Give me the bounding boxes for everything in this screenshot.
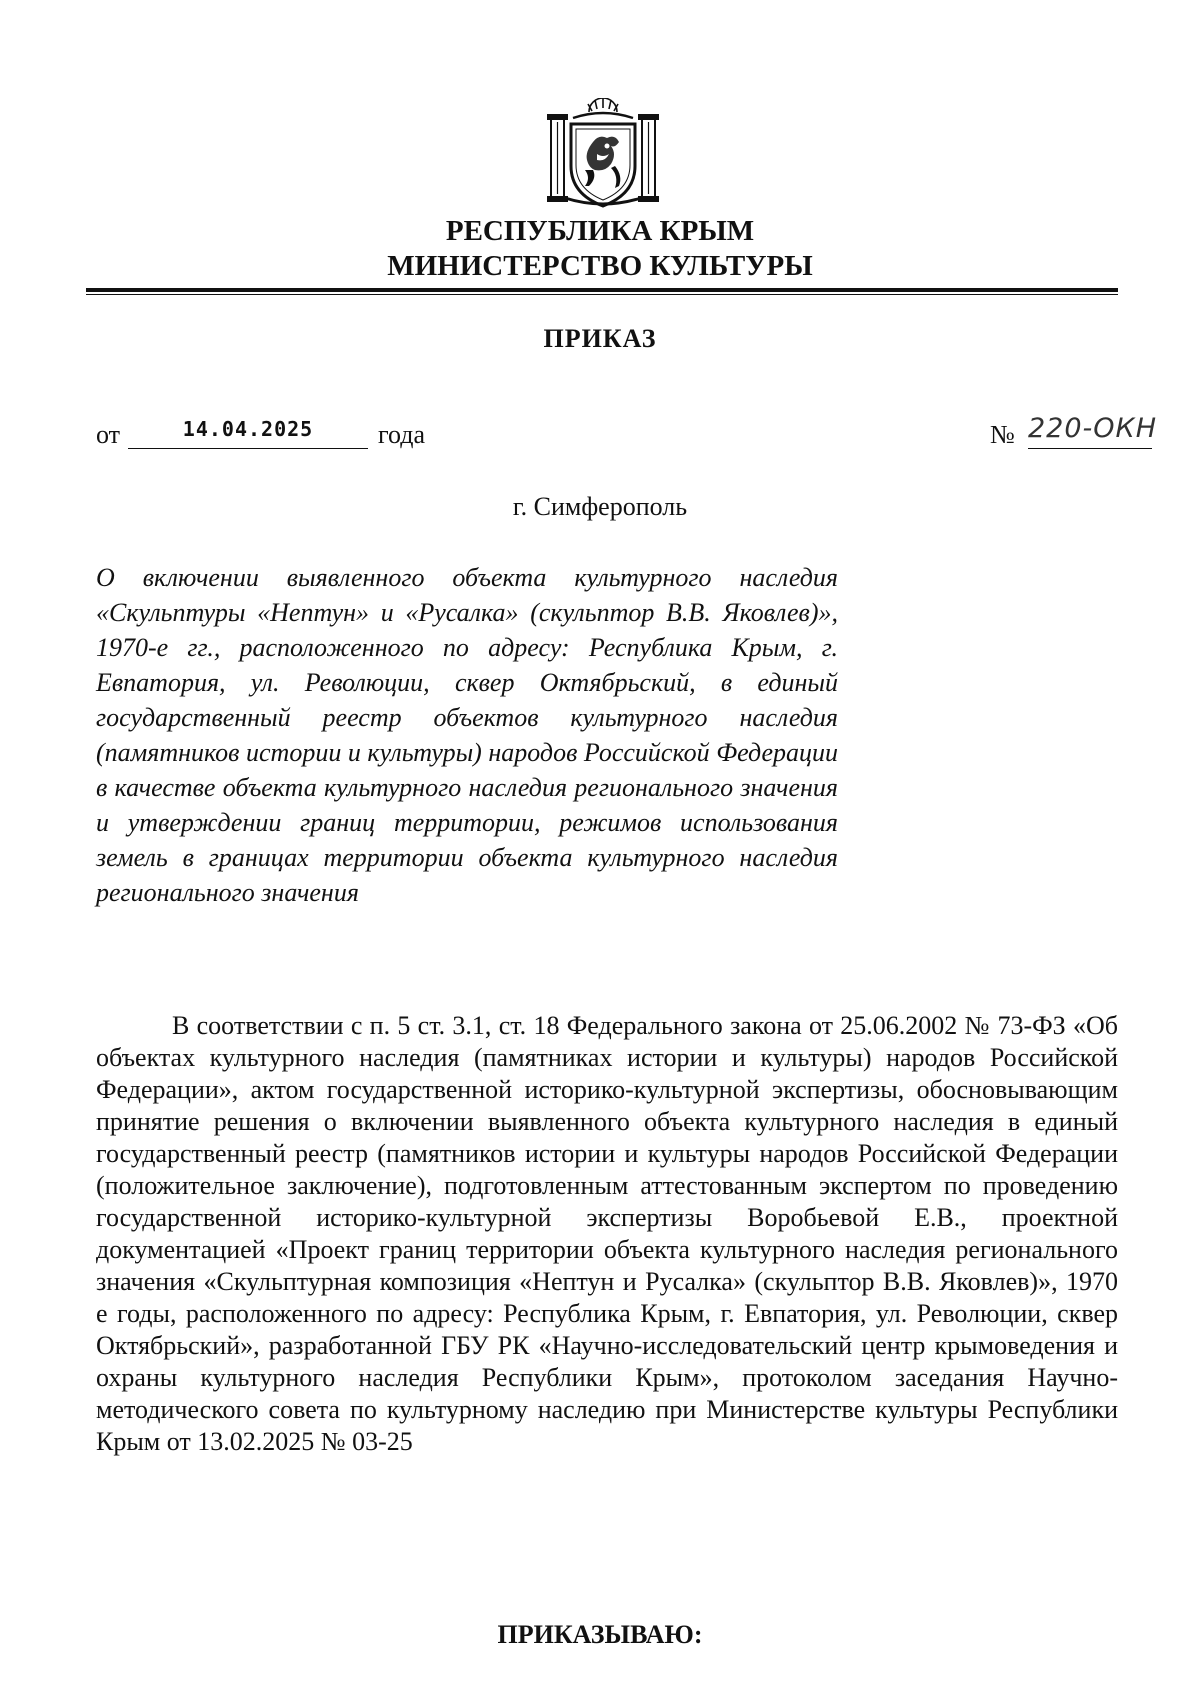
crimea-coat-of-arms-icon [545, 98, 661, 210]
date-prefix: от [96, 420, 121, 449]
order-subject [96, 560, 838, 910]
date-value: 14.04.2025 [182, 417, 314, 441]
decree-heading: ПРИКАЗЫВАЮ: [497, 1620, 703, 1649]
subject-text: О включении выявленного объекта культурного наследия «Скульптуры «Нептун» и «Русалка» (скульптор В.В. Яковлев)», 1970-е гг., расположенного по адресу: Республика Крым, г. Евпатория, ул. Революции, сквер Октябрьский, в единый государственный реестр объектов культурного наследия (памятников истории и культуры) народов Российской Федерации в качестве объекта культурного наследия регионального значения и утверждении границ территории, режимов использования земель в границах территории объекта культурного наследия регионального значения [96, 563, 838, 907]
city-line: г. Симферополь [512, 492, 688, 521]
organization-line-2: МИНИСТЕРСТВО КУЛЬТУРЫ [387, 250, 813, 282]
document-title: ПРИКАЗ [543, 324, 657, 353]
date-suffix: года [378, 420, 426, 449]
organization-line-1: РЕСПУБЛИКА КРЫМ [445, 215, 755, 247]
date-field [128, 417, 368, 449]
order-preamble [96, 1010, 1118, 1458]
preamble-text: В соответствии с п. 5 ст. 3.1, ст. 18 Федерального закона от 25.06.2002 № 73-ФЗ «Об объектах культурного наследия (памятниках истории и культуры) народов Российской Федерации», актом государственной историко-культурной экспертизы, обосновывающим принятие решения о включении выявленного объекта культурного наследия в единый государственный реестр (памятников истории и культуры народов Российской Федерации (положительное заключение), подготовленным аттестованным экспертом по проведению государственной историко-культурной экспертизы Воробьевой Е.В., проектной документацией «Проект границ территории объекта культурного наследия регионального значения «Скульптурная композиция «Нептун и Русалка» (скульптор В.В. Яковлев)», 1970 е годы, расположенного по адресу: Республика Крым, г. Евпатория, ул. Революции, сквер Октябрьский», разработанной ГБУ РК «Научно-исследовательский центр крымоведения и охраны культурного наследия Республики Крым», протоколом заседания Научно-методического совета по культурному наследию при Министерстве культуры Республики Крым от 13.02.2025 № 03-25 [96, 1011, 1118, 1456]
number-sign: № [990, 420, 1015, 449]
header-divider [86, 288, 1118, 295]
number-value: 220-ОКН [1028, 414, 1152, 449]
